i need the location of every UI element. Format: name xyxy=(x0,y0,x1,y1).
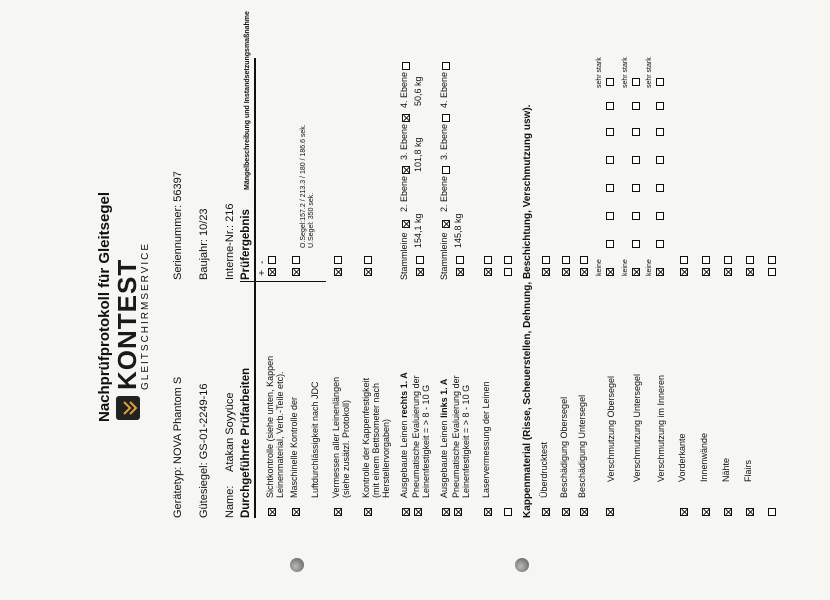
rechts-label xyxy=(399,372,409,498)
pneu-r-text-1: Pneumatische Evaluierung der xyxy=(411,375,421,498)
col-maengel: Mängelbeschreibung und Instandsetzungsmaßnahme xyxy=(244,11,251,190)
pneu-r-text-2: Leinenfestigkeit = > 8 - 10 G xyxy=(421,384,431,498)
versch-unter-scale-7[interactable] xyxy=(632,102,640,110)
verm-text-2: (siehe zusätzl. Protokoll) xyxy=(341,399,351,498)
versch-ober-scale-4[interactable] xyxy=(606,184,614,192)
versch-ober-scale-8[interactable] xyxy=(606,78,614,86)
baujahr: Baujahr: 10/23 xyxy=(198,208,210,280)
versch-ober-scale-2[interactable] xyxy=(606,240,614,248)
vorderkante-plus-box[interactable] xyxy=(680,268,688,276)
masch-text: Maschinelle Kontrolle der xyxy=(289,396,299,498)
versch-unter-text: Verschmutzung Untersegel xyxy=(632,373,642,482)
ueberdruck-text: Überdrucktest xyxy=(539,441,549,498)
kont-text-2: (mit einem Bettsometer nach xyxy=(371,382,381,498)
rechts-label-text: Ausgebaute Leinen xyxy=(399,417,409,498)
pneu-r-check[interactable] xyxy=(414,508,422,516)
name-value: Atakan Soyyüce xyxy=(224,392,236,472)
verm-minus-box[interactable] xyxy=(334,256,342,264)
l-ebene3: 3. Ebene xyxy=(439,123,449,160)
versch-unter-sehr-stark: sehr stark xyxy=(622,57,629,88)
masch-check[interactable] xyxy=(292,508,300,516)
sicht-text-2: Leinenmaterial, Verb.-Teile etc). xyxy=(275,371,285,498)
versch-ober-scale-5[interactable] xyxy=(606,156,614,164)
links-label xyxy=(439,379,449,498)
ueberdruck-plus-box[interactable] xyxy=(542,268,550,276)
l-value-1: 145,8 kg xyxy=(453,213,463,248)
naehte-text: Nähte xyxy=(721,457,731,482)
besch-ober-check[interactable] xyxy=(562,508,570,516)
empty-row-check[interactable] xyxy=(504,508,512,516)
besch-ober-minus-box[interactable] xyxy=(562,256,570,264)
besch-ober-plus-box[interactable] xyxy=(562,268,570,276)
page-title: Nachprüfprotokoll für Gleitsegel xyxy=(96,191,113,422)
masch-minus-box[interactable] xyxy=(292,256,300,264)
r-stamm-box[interactable] xyxy=(402,220,410,228)
versch-unter-scale-4[interactable] xyxy=(632,184,640,192)
versch-unter-scale-5[interactable] xyxy=(632,156,640,164)
flairs-plus-box[interactable] xyxy=(746,268,754,276)
versch-innen-scale-7[interactable] xyxy=(656,102,664,110)
verm-check[interactable] xyxy=(334,508,342,516)
flairs-minus-box[interactable] xyxy=(746,256,754,264)
versch-innen-sehr-stark: sehr stark xyxy=(646,57,653,88)
versch-ober-check[interactable] xyxy=(606,508,614,516)
versch-innen-scale-1[interactable] xyxy=(656,268,664,276)
header-divider xyxy=(240,281,326,282)
versch-innen-scale-5[interactable] xyxy=(656,156,664,164)
besch-unter-minus-box[interactable] xyxy=(580,256,588,264)
versch-unter-scale-2[interactable] xyxy=(632,240,640,248)
vorderkante-minus-box[interactable] xyxy=(680,256,688,264)
versch-innen-keine: keine xyxy=(646,259,653,276)
versch-innen-scale-3[interactable] xyxy=(656,212,664,220)
rechts-label-a: 1. A xyxy=(399,372,409,391)
vorderkante-check[interactable] xyxy=(680,508,688,516)
empty-final-plus-box[interactable] xyxy=(768,268,776,276)
pneu-r-plus-box[interactable] xyxy=(416,268,424,276)
l-ebene2-box[interactable] xyxy=(442,166,450,174)
ueberdruck-minus-box[interactable] xyxy=(542,256,550,264)
interne-nr: Interne-Nr.: 216 xyxy=(224,203,236,280)
versch-ober-text: Verschmutzung Obersegel xyxy=(606,375,616,482)
l-ebene3-box[interactable] xyxy=(442,114,450,122)
r-ebene2-box[interactable] xyxy=(402,166,410,174)
r-stammleine: Stammleine xyxy=(399,232,409,280)
r-value-2: 101,8 kg xyxy=(413,137,423,172)
kont-plus-box[interactable] xyxy=(364,268,372,276)
sicht-plus-box[interactable] xyxy=(268,268,276,276)
versch-ober-sehr-stark: sehr stark xyxy=(596,57,603,88)
segel-text-2: U.Segel: 350 sek. xyxy=(308,192,315,248)
kont-check[interactable] xyxy=(364,508,372,516)
links-label-a: 1. A xyxy=(439,378,449,398)
r-ebene3-box[interactable] xyxy=(402,114,410,122)
versch-ober-scale-6[interactable] xyxy=(606,128,614,136)
seriennummer: Seriennummer: 56397 xyxy=(172,171,184,280)
l-ebene4: 4. Ebene xyxy=(439,71,449,108)
empty-row-plus-box[interactable] xyxy=(504,268,512,276)
versch-ober-keine: keine xyxy=(596,259,603,276)
logo-icon xyxy=(116,396,140,420)
flairs-check[interactable] xyxy=(746,508,754,516)
header-rule xyxy=(254,58,256,518)
innenwaende-plus-box[interactable] xyxy=(702,268,710,276)
innenwaende-minus-box[interactable] xyxy=(702,256,710,264)
versch-innen-scale-8[interactable] xyxy=(656,78,664,86)
l-stamm-box[interactable] xyxy=(442,220,450,228)
laser-plus-box[interactable] xyxy=(484,268,492,276)
empty-row-minus-box[interactable] xyxy=(504,256,512,264)
sicht-minus-box[interactable] xyxy=(268,256,276,264)
l-stammleine: Stammleine xyxy=(439,232,449,280)
pneu-l-text-1: Pneumatische Evaluierung der xyxy=(451,375,461,498)
laser-check[interactable] xyxy=(484,508,492,516)
r-ebene4-box[interactable] xyxy=(402,62,410,70)
kont-text-1: Kontrolle der Kappenfestigkeit xyxy=(361,377,371,498)
sicht-text-1: Sichtkontrolle (siehe unten, Kappen xyxy=(265,355,275,498)
verm-text-1: Vermessen aller Leinenlängen xyxy=(331,376,341,498)
links-label-bold: links xyxy=(439,397,449,418)
punch-hole-top xyxy=(290,558,304,572)
rechts-label-bold: rechts xyxy=(399,390,409,418)
versch-innen-text: Verschmutzung im Inneren xyxy=(656,374,666,482)
r-ebene4: 4. Ebene xyxy=(399,71,409,108)
name-label: Name: xyxy=(224,485,236,518)
luft-text: Luftdurchlässigkeit nach JDC xyxy=(310,381,320,498)
versch-unter-keine: keine xyxy=(622,259,629,276)
segel-text-1: O.Segel:157.2 / 213.3 / 180 / 186.6 sek. xyxy=(300,124,307,248)
ueberdruck-check[interactable] xyxy=(542,508,550,516)
r-value-1: 154,1 kg xyxy=(413,213,423,248)
versch-innen-scale-6[interactable] xyxy=(656,128,664,136)
besch-unter-check[interactable] xyxy=(580,508,588,516)
besch-unter-plus-box[interactable] xyxy=(580,268,588,276)
naehte-plus-box[interactable] xyxy=(724,268,732,276)
naehte-minus-box[interactable] xyxy=(724,256,732,264)
besch-ober-text: Beschädigung Obersegel xyxy=(559,396,569,498)
geraetetyp-label: Gerätetyp: xyxy=(172,466,184,518)
innenwaende-check[interactable] xyxy=(702,508,710,516)
guetesiegel: Gütesiegel: GS-01-2249-16 xyxy=(198,383,210,518)
pneu-l-plus-box[interactable] xyxy=(456,268,464,276)
versch-unter-scale-8[interactable] xyxy=(632,78,640,86)
kont-text-3: Herstellervorgaben) xyxy=(381,418,391,498)
links-label-text: Ausgebaute Leinen xyxy=(439,417,449,498)
kont-minus-box[interactable] xyxy=(364,256,372,264)
verm-plus-box[interactable] xyxy=(334,268,342,276)
laser-text: Laservermessung der Leinen xyxy=(481,381,491,498)
r-ebene3: 3. Ebene xyxy=(399,123,409,160)
punch-hole-bottom xyxy=(515,558,529,572)
pneu-l-minus-box[interactable] xyxy=(456,256,464,264)
pneu-r-minus-box[interactable] xyxy=(416,256,424,264)
innenwaende-text: Innenwände xyxy=(699,432,709,482)
besch-unter-text: Beschädigung Untersegel xyxy=(577,394,587,498)
col-pruefergebnis: Prüfergebnis xyxy=(240,209,252,280)
links-check[interactable] xyxy=(442,508,450,516)
versch-ober-scale-1[interactable] xyxy=(606,268,614,276)
flairs-text: Flairs xyxy=(743,460,753,482)
laser-minus-box[interactable] xyxy=(484,256,492,264)
versch-ober-scale-3[interactable] xyxy=(606,212,614,220)
versch-ober-scale-7[interactable] xyxy=(606,102,614,110)
empty-final-check[interactable] xyxy=(768,508,776,516)
versch-innen-scale-4[interactable] xyxy=(656,184,664,192)
col-pruefarbeiten: Durchgeführte Prüfarbeiten xyxy=(240,367,252,518)
logo-brand: KONTEST xyxy=(112,258,142,390)
versch-unter-scale-6[interactable] xyxy=(632,128,640,136)
l-ebene2: 2. Ebene xyxy=(439,175,449,212)
r-ebene2: 2. Ebene xyxy=(399,175,409,212)
naehte-check[interactable] xyxy=(724,508,732,516)
versch-innen-scale-2[interactable] xyxy=(656,240,664,248)
pneu-l-check[interactable] xyxy=(454,508,462,516)
r-value-3: 50,6 kg xyxy=(413,76,423,106)
l-ebene4-box[interactable] xyxy=(442,62,450,70)
rechts-check[interactable] xyxy=(402,508,410,516)
empty-final-minus-box[interactable] xyxy=(768,256,776,264)
versch-unter-scale-3[interactable] xyxy=(632,212,640,220)
plus-label: + xyxy=(256,269,268,276)
sicht-check[interactable] xyxy=(268,508,276,516)
minus-label: - xyxy=(256,260,268,264)
kappen-heading: Kappenmaterial (Risse, Scheuerstellen, Dehnung, Beschichtung, Verschmutzung usw). xyxy=(522,104,533,518)
versch-unter-scale-1[interactable] xyxy=(632,268,640,276)
pneu-l-text-2: Leinenfestigkeit = > 8 - 10 G xyxy=(461,384,471,498)
logo-sub: GLEITSCHIRMSERVICE xyxy=(140,241,151,390)
masch-plus-box[interactable] xyxy=(292,268,300,276)
geraetetyp-value: NOVA Phantom S xyxy=(172,376,184,464)
vorderkante-text: Vorderkante xyxy=(677,433,687,482)
